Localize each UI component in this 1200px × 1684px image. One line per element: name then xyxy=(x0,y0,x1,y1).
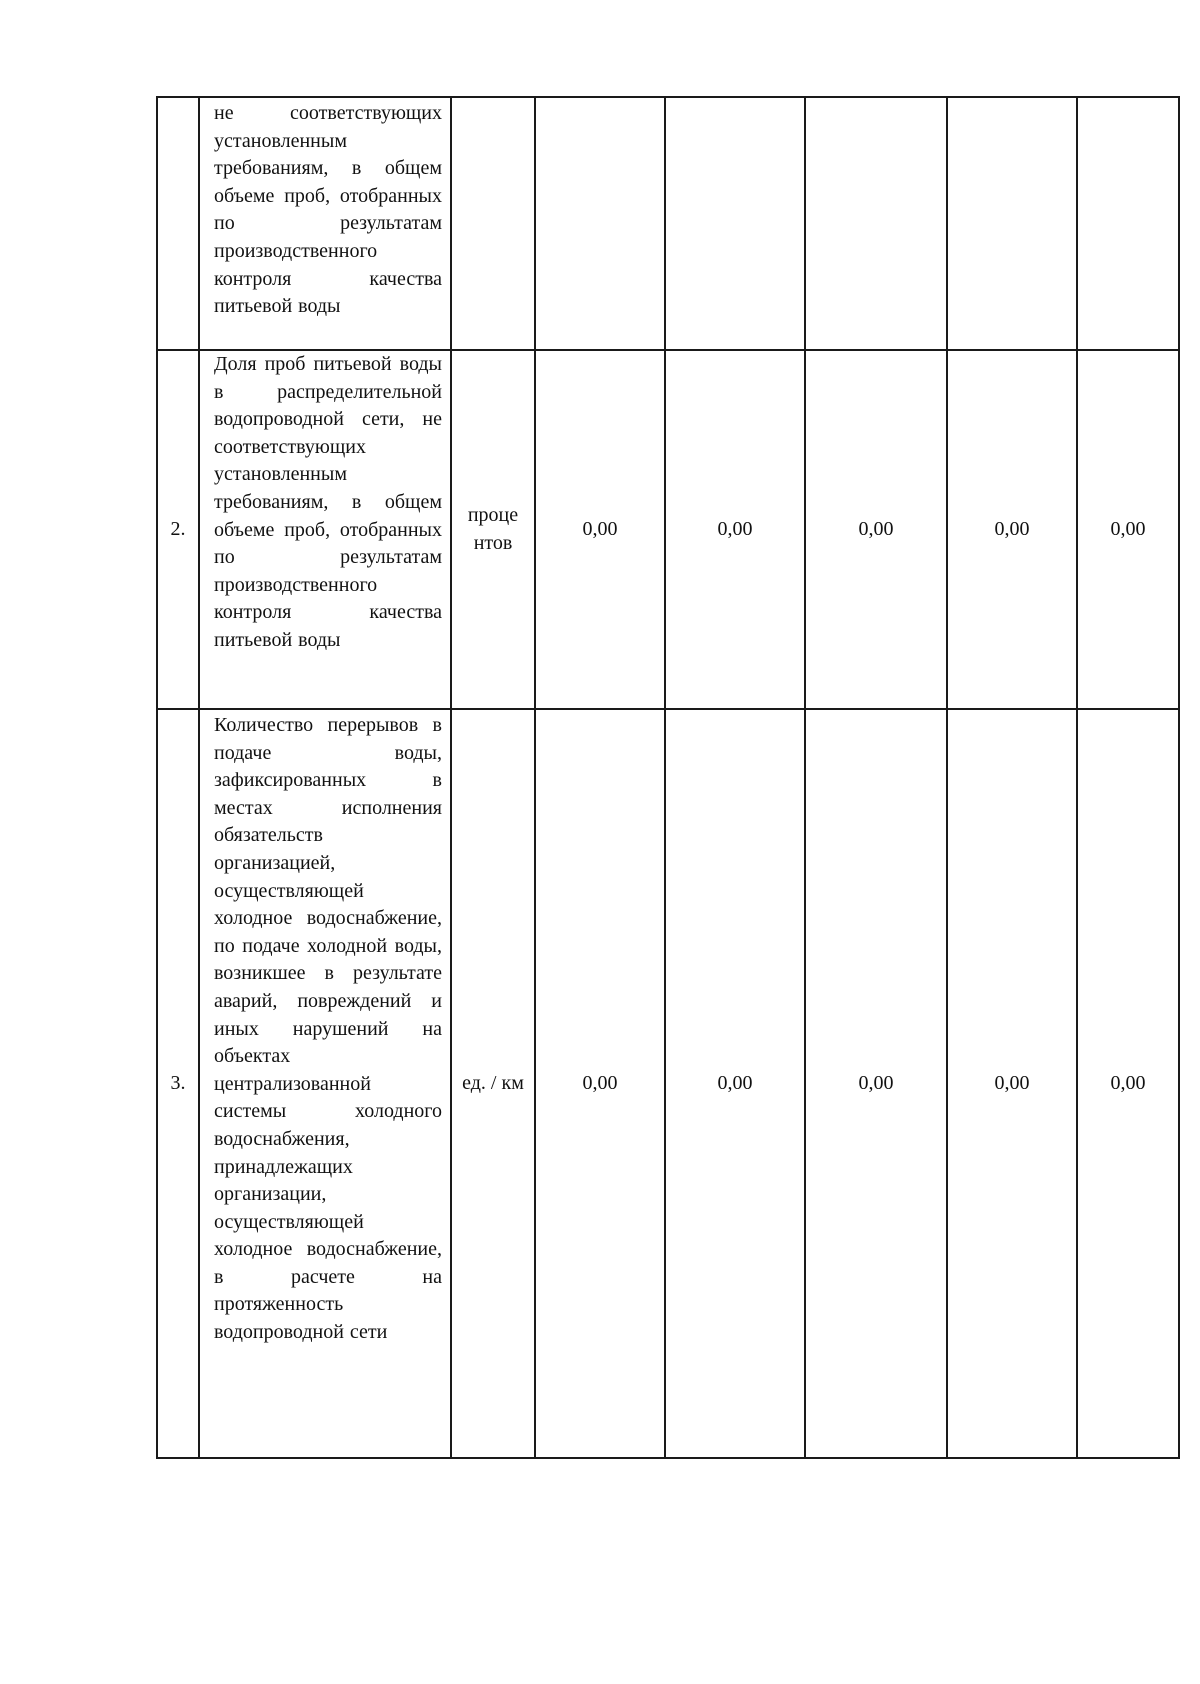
indicators-table xyxy=(156,96,1180,1459)
indicator-name-text: не соответствующих установленным требованиям, в общем объеме проб, отобранных по результатам производственного контроля качества питьевой воды xyxy=(214,102,442,318)
table-row xyxy=(157,709,1179,1458)
indicator-name xyxy=(199,350,451,709)
value-cell xyxy=(805,97,947,350)
unit-cell: проце нтов xyxy=(451,350,535,709)
row-number xyxy=(157,97,199,350)
value-cell: 0,00 xyxy=(665,709,805,1458)
value-cell: 0,00 xyxy=(665,350,805,709)
value-cell: 0,00 xyxy=(535,350,665,709)
value-cell: 0,00 xyxy=(1077,709,1179,1458)
table-row xyxy=(157,97,1179,350)
row-number: 2. xyxy=(157,350,199,709)
value-cell: 0,00 xyxy=(947,350,1077,709)
indicator-name xyxy=(199,97,451,350)
value-cell xyxy=(665,97,805,350)
value-cell: 0,00 xyxy=(535,709,665,1458)
indicator-name-text: Доля проб питьевой воды в распределительной водопроводной сети, не соответствующих установленным требованиям, в общем объеме проб, отобранных по результатам производственного контроля качества питьевой воды xyxy=(214,353,442,651)
value-cell: 0,00 xyxy=(805,709,947,1458)
indicator-name-text: Количество перерывов в подаче воды, зафиксированных в местах исполнения обязательств организацией, осуществляющей холодное водоснабжение, по подаче холодной воды, возникшее в результате аварий, повреждений и иных нарушений на объектах централизованной системы холодного водоснабжения, принадлежащих организации, осуществляющей холодное водоснабжение, в расчете на протяженность водопроводной сети xyxy=(214,714,442,1344)
table-row xyxy=(157,350,1179,709)
value-cell: 0,00 xyxy=(805,350,947,709)
unit-cell xyxy=(451,97,535,350)
row-number: 3. xyxy=(157,709,199,1458)
value-cell xyxy=(947,97,1077,350)
value-cell: 0,00 xyxy=(947,709,1077,1458)
value-cell: 0,00 xyxy=(1077,350,1179,709)
indicator-name xyxy=(199,709,451,1458)
value-cell xyxy=(535,97,665,350)
unit-cell: ед. / км xyxy=(451,709,535,1458)
value-cell xyxy=(1077,97,1179,350)
